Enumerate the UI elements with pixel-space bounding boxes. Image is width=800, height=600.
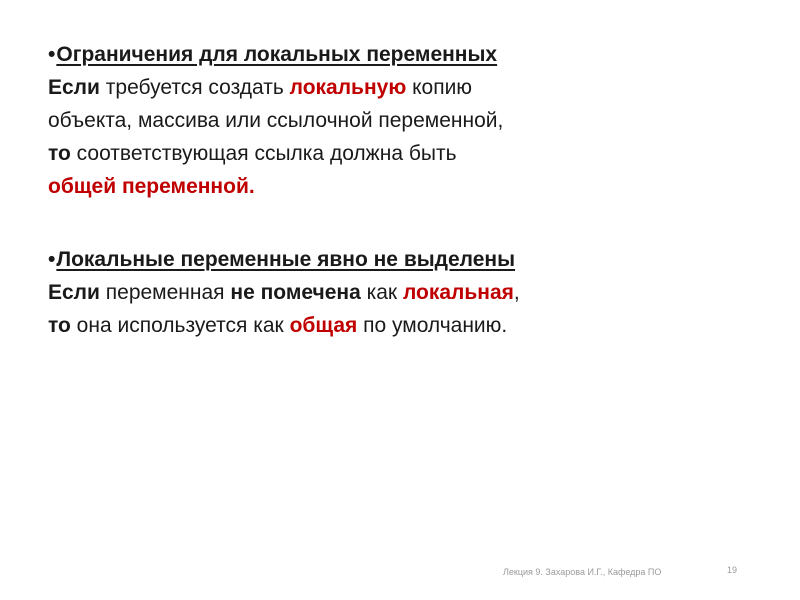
section1-line4 [48,170,748,203]
text-fragment: требуется создать [99,76,290,99]
page-number: 19 [727,565,738,575]
keyword-if: Если [48,76,100,99]
section1-heading: Ограничения для локальных переменных [56,43,498,66]
keyword-then: то [48,314,71,337]
text-fragment: переменная [99,281,231,304]
bullet-icon: • [48,248,56,271]
section2-line1 [48,276,748,309]
text-fragment: копию [406,76,473,99]
section2-heading-line [48,243,748,276]
text-fragment: соответствующая ссылка должна быть [70,142,457,165]
highlight-local: локальная [402,281,514,304]
keyword-then: то [48,142,71,165]
section2-line2 [48,309,748,342]
footer-text: Лекция 9. Захарова И.Г., Кафедра ПО [503,567,662,577]
text-fragment: она используется как [70,314,290,337]
highlight-shared-variable: общей переменной. [48,175,255,198]
slide-content [48,38,748,342]
keyword-not-marked: не помечена [230,281,361,304]
section1-line1 [48,71,748,104]
section1-line2 [48,104,748,137]
text-fragment: объекта, массива или ссылочной переменной, [48,109,504,132]
highlight-shared: общая [289,314,358,337]
highlight-local: локальную [289,76,407,99]
text-fragment: по умолчанию. [357,314,508,337]
text-fragment: , [513,281,520,304]
text-fragment: как [360,281,403,304]
section2-heading: Локальные переменные явно не выделены [56,248,516,271]
section-spacer [48,203,748,243]
keyword-if: Если [48,281,100,304]
bullet-icon: • [48,43,56,66]
section1-heading-line [48,38,748,71]
section1-line3 [48,137,748,170]
